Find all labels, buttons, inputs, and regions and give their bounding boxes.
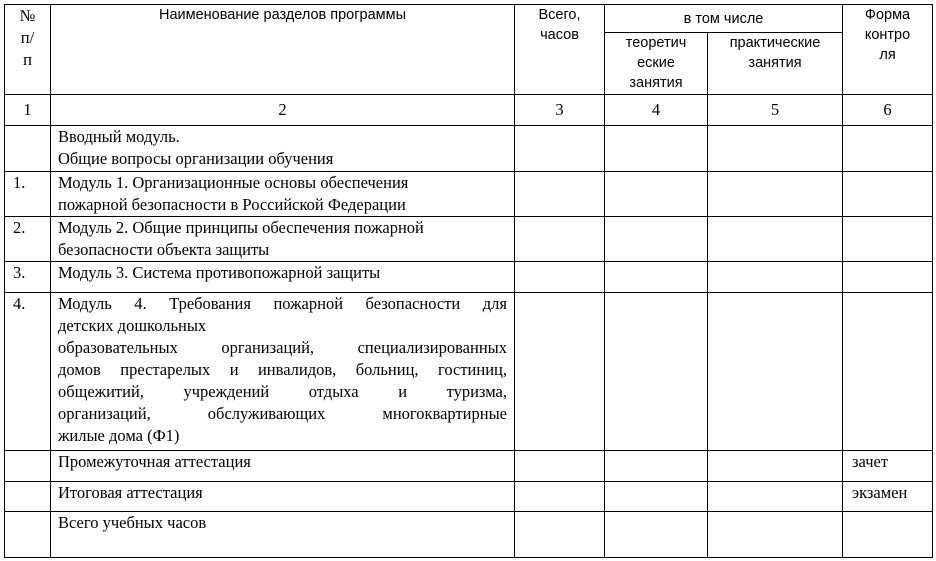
row-section-name: [51, 451, 515, 482]
row-practice-hours: [708, 262, 843, 293]
table-row: [5, 262, 933, 293]
table-row: [5, 451, 933, 482]
header-theory-line-3: занятия: [629, 75, 683, 91]
header-number-line-1: №: [19, 6, 36, 25]
column-number-row: [5, 95, 933, 126]
row-practice-hours: [708, 451, 843, 482]
program-table: [4, 4, 933, 558]
table-row: [5, 126, 933, 172]
section-name-line: безопасности объекта защиты: [58, 240, 270, 259]
row-control-form: [843, 172, 933, 217]
section-name-line: жилые дома (Ф1): [58, 426, 180, 445]
header-total-hours: [515, 5, 605, 95]
header-control-line-2: контро: [864, 27, 911, 43]
column-number: 6: [843, 95, 933, 126]
header-control-form: [843, 5, 933, 95]
row-total-hours: [515, 217, 605, 262]
table-row: [5, 217, 933, 262]
section-name-line: Модуль 4. Требования пожарной безопасности для: [58, 294, 507, 313]
header-number-line-2: п/: [20, 28, 35, 47]
row-number: 4.: [5, 293, 51, 451]
header-practice: [708, 33, 843, 95]
row-total-hours: [515, 262, 605, 293]
section-name-line: Вводный модуль.: [58, 127, 180, 146]
header-theory-line-2: еские: [637, 55, 675, 71]
row-section-name: [51, 172, 515, 217]
row-control-form: экзамен: [843, 482, 933, 512]
row-number: [5, 451, 51, 482]
section-name-line: детских дошкольных: [58, 316, 207, 335]
row-theory-hours: [605, 482, 708, 512]
table-row: [5, 293, 933, 451]
row-practice-hours: [708, 482, 843, 512]
row-total-hours: [515, 451, 605, 482]
row-number: [5, 126, 51, 172]
table-row: [5, 482, 933, 512]
row-total-hours: [515, 126, 605, 172]
section-name-line: Промежуточная аттестация: [58, 452, 251, 471]
row-theory-hours: [605, 512, 708, 558]
row-theory-hours: [605, 262, 708, 293]
row-theory-hours: [605, 451, 708, 482]
row-theory-hours: [605, 217, 708, 262]
column-number: 3: [515, 95, 605, 126]
row-number: 2.: [5, 217, 51, 262]
row-control-form: [843, 262, 933, 293]
row-number: [5, 512, 51, 558]
row-section-name: [51, 293, 515, 451]
section-name-line: организаций, обслуживающих многоквартирные: [58, 404, 507, 423]
header-total-line-1: Всего,: [538, 7, 581, 23]
table-row: [5, 172, 933, 217]
row-total-hours: [515, 293, 605, 451]
row-number: 1.: [5, 172, 51, 217]
header-control-line-3: ля: [879, 47, 896, 63]
section-name-line: домов престарелых и инвалидов, больниц, гостиниц,: [58, 360, 507, 379]
section-name-line: Общие вопросы организации обучения: [58, 149, 334, 168]
row-total-hours: [515, 512, 605, 558]
section-name-line: пожарной безопасности в Российской Федерации: [58, 195, 406, 214]
header-section-name: Наименование разделов программы: [51, 5, 515, 95]
row-number: [5, 482, 51, 512]
section-name-line: Модуль 1. Организационные основы обеспечения: [58, 173, 409, 192]
row-theory-hours: [605, 172, 708, 217]
row-practice-hours: [708, 217, 843, 262]
row-control-form: [843, 512, 933, 558]
row-practice-hours: [708, 126, 843, 172]
header-theory: [605, 33, 708, 95]
section-name-line: общежитий, учреждений отдыха и туризма,: [58, 382, 507, 401]
row-control-form: [843, 293, 933, 451]
header-practice-line-2: занятия: [748, 55, 802, 71]
section-name-line: Всего учебных часов: [58, 513, 207, 532]
section-name-line: образовательных организаций, специализированных: [58, 338, 507, 357]
row-practice-hours: [708, 172, 843, 217]
section-name-line: Модуль 2. Общие принципы обеспечения пожарной: [58, 218, 424, 237]
header-control-line-1: Форма: [864, 7, 911, 23]
row-total-hours: [515, 172, 605, 217]
row-practice-hours: [708, 512, 843, 558]
row-total-hours: [515, 482, 605, 512]
section-name-line: Итоговая аттестация: [58, 483, 203, 502]
row-section-name: [51, 126, 515, 172]
row-section-name: [51, 482, 515, 512]
column-number: 1: [5, 95, 51, 126]
row-practice-hours: [708, 293, 843, 451]
row-number: 3.: [5, 262, 51, 293]
table-row: [5, 512, 933, 558]
row-theory-hours: [605, 293, 708, 451]
column-number: 2: [51, 95, 515, 126]
row-section-name: [51, 217, 515, 262]
row-theory-hours: [605, 126, 708, 172]
header-total-line-2: часов: [540, 27, 579, 43]
row-control-form: зачет: [843, 451, 933, 482]
header-practice-line-1: практические: [729, 35, 821, 51]
row-section-name: [51, 512, 515, 558]
header-number: [5, 5, 51, 95]
column-number: 4: [605, 95, 708, 126]
header-including: в том числе: [605, 5, 843, 33]
column-number: 5: [708, 95, 843, 126]
row-control-form: [843, 217, 933, 262]
section-name-line: Модуль 3. Система противопожарной защиты: [58, 263, 381, 282]
header-number-line-3: п: [23, 50, 32, 69]
row-control-form: [843, 126, 933, 172]
header-theory-line-1: теоретич: [625, 35, 687, 51]
row-section-name: [51, 262, 515, 293]
